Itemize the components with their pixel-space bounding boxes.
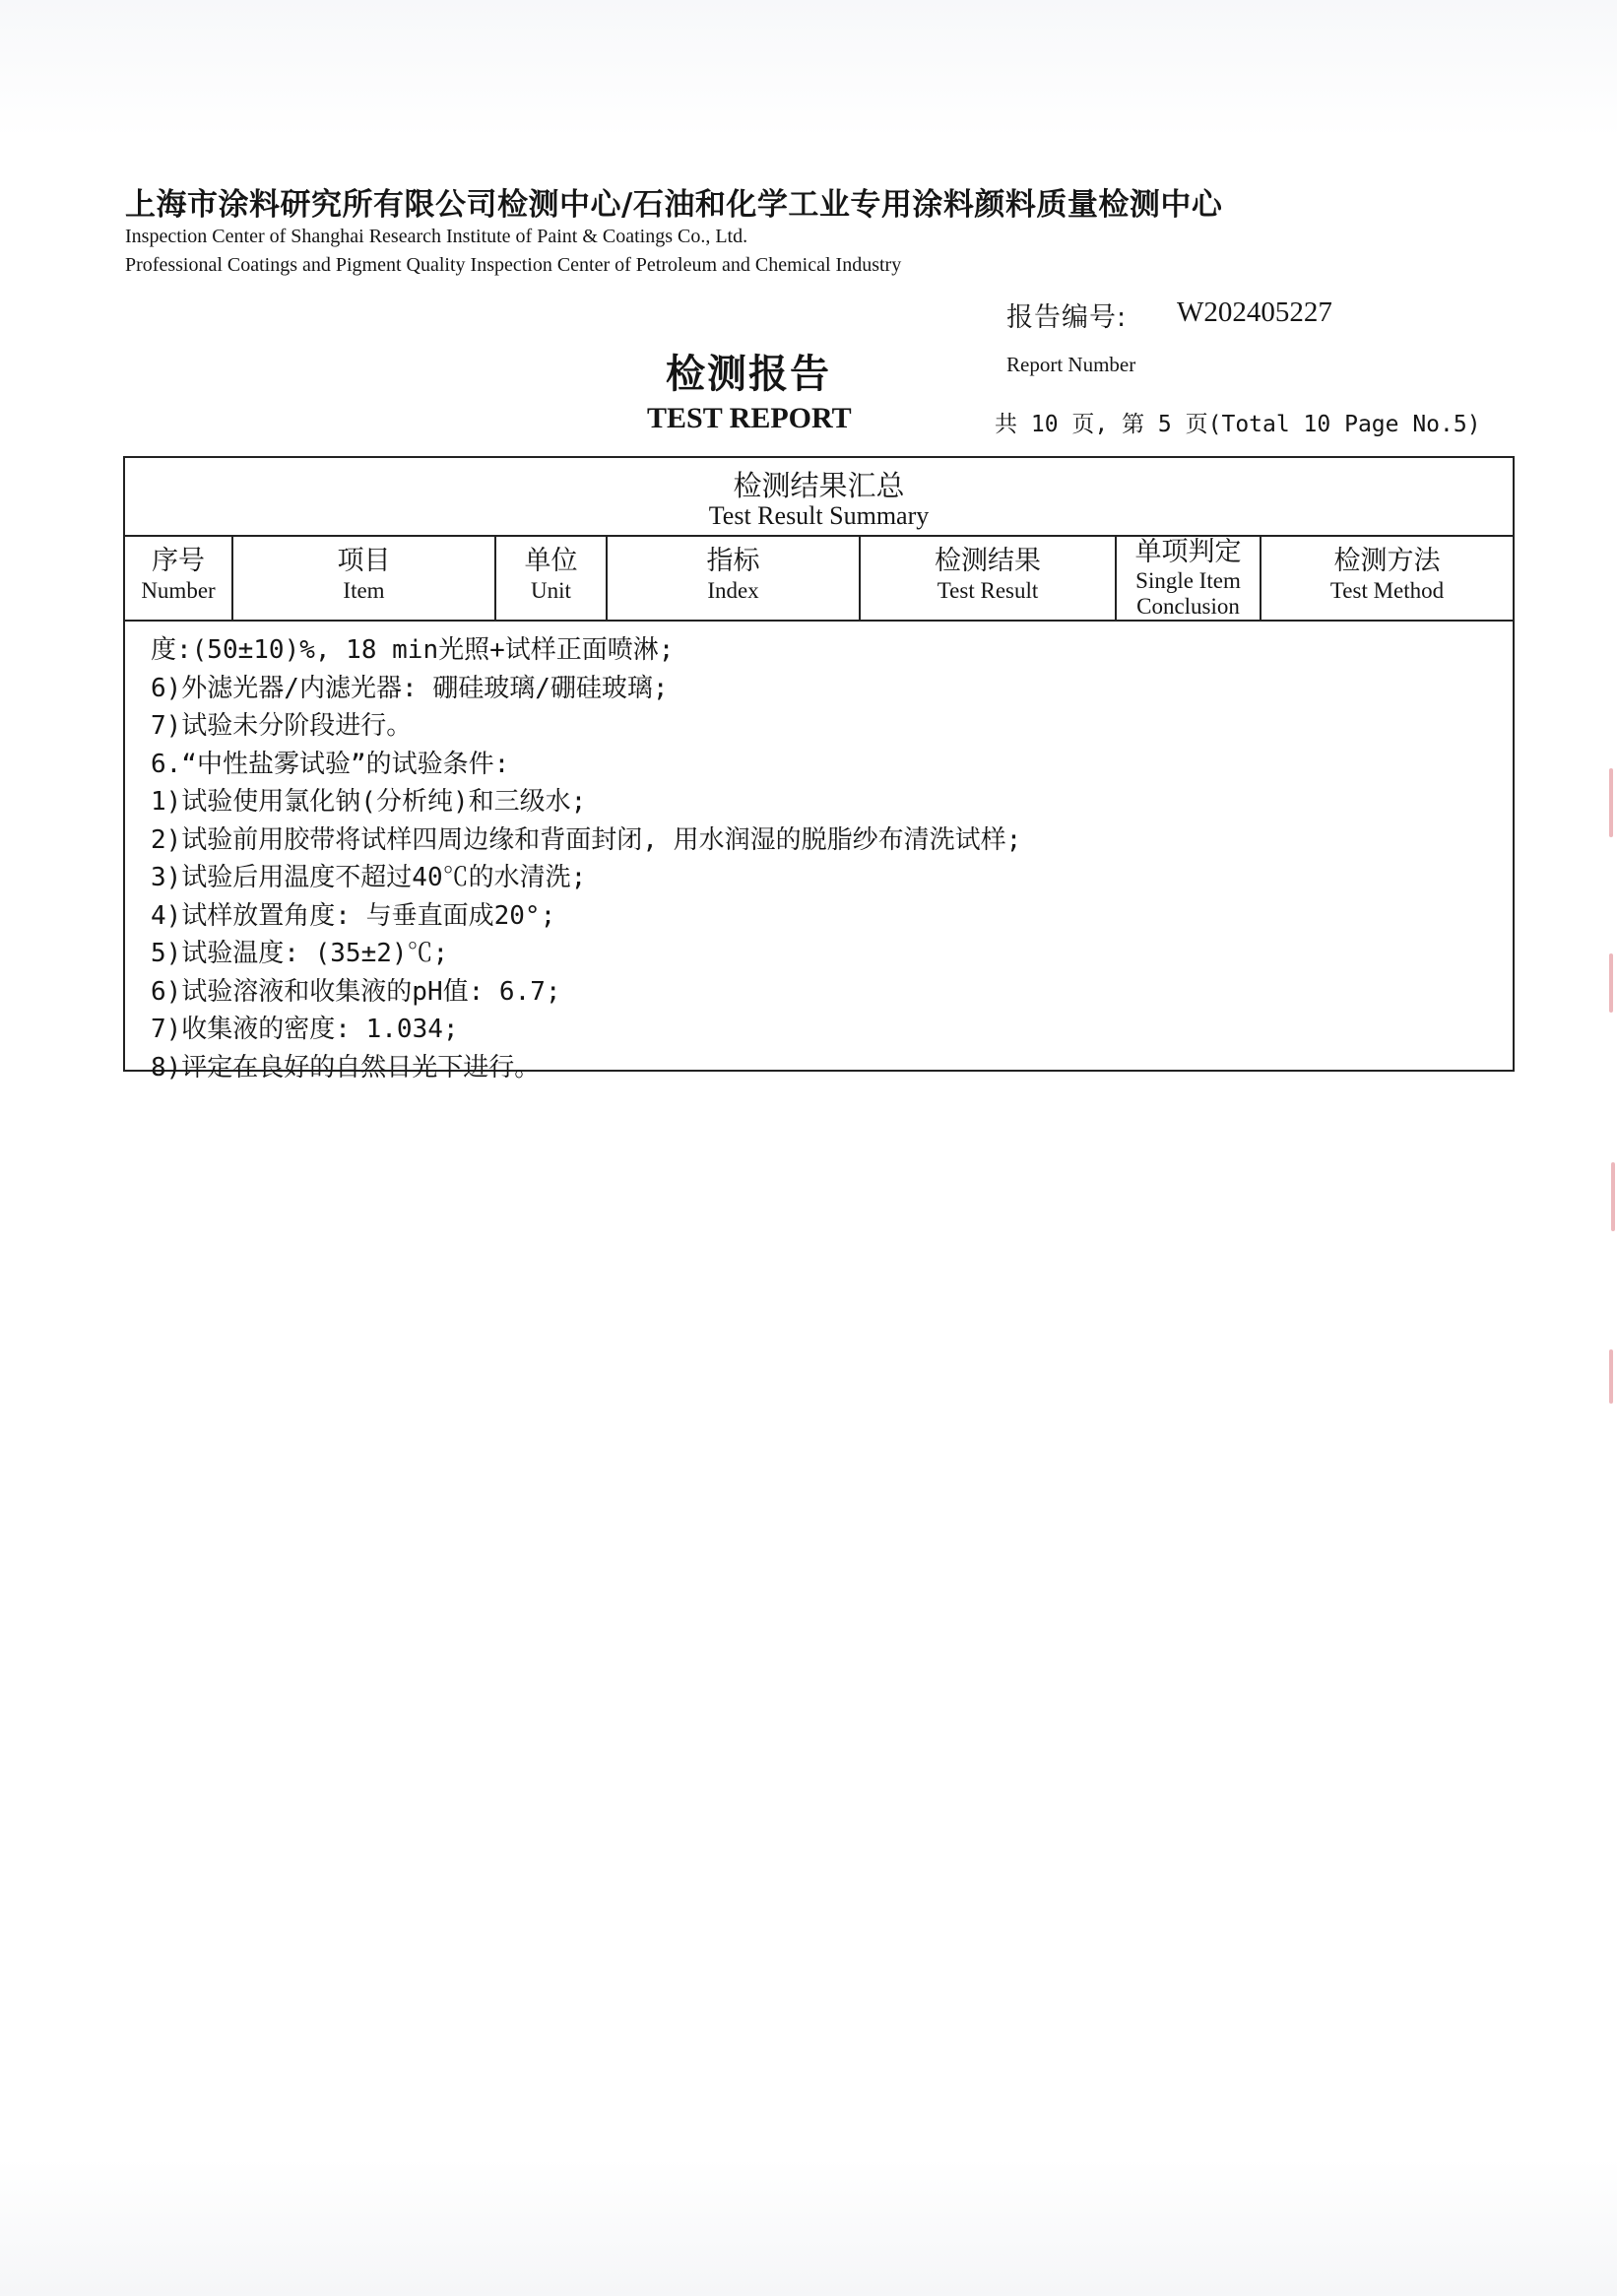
column-item-cn: 项目	[337, 546, 391, 576]
condition-line: 6)试验溶液和收集液的pH值: 6.7;	[151, 976, 561, 1007]
seam-stamp-mark	[1611, 1162, 1615, 1231]
column-header-row	[125, 535, 1513, 622]
report-number-label-cn: 报告编号:	[1006, 302, 1128, 333]
condition-line: 1)试验使用氯化钠(分析纯)和三级水;	[151, 787, 587, 817]
organization-name-en-1: Inspection Center of Shanghai Research Institute of Paint & Coatings Co., Ltd.	[125, 226, 748, 247]
condition-line: 4)试样放置角度: 与垂直面成20°;	[151, 900, 556, 931]
column-item-en: Item	[343, 578, 385, 603]
column-number-cn: 序号	[152, 546, 205, 576]
seam-stamp-mark	[1609, 1349, 1613, 1404]
column-test-result-cn: 检测结果	[935, 546, 1041, 576]
column-conclusion-en-2: Conclusion	[1136, 594, 1240, 619]
column-single-item-conclusion	[1117, 535, 1261, 620]
summary-table	[123, 456, 1515, 1082]
column-unit-en: Unit	[531, 578, 571, 603]
condition-line: 7)收集液的密度: 1.034;	[151, 1015, 459, 1044]
condition-line: 5)试验温度: (35±2)℃;	[151, 939, 449, 968]
condition-line: 8)评定在良好的自然日光下进行。	[151, 1052, 541, 1082]
column-unit	[496, 535, 608, 620]
column-number-en: Number	[141, 578, 216, 603]
condition-line: 度:(50±10)%, 18 min光照+试样正面喷淋;	[151, 635, 675, 665]
seam-stamp-mark	[1609, 953, 1613, 1013]
page-info: 共 10 页, 第 5 页(Total 10 Page No.5)	[995, 412, 1481, 437]
column-number	[125, 535, 233, 620]
condition-line: 2)试验前用胶带将试样四周边缘和背面封闭, 用水润湿的脱脂纱布清洗试样;	[151, 824, 1022, 855]
seam-stamp-mark	[1609, 768, 1613, 837]
summary-header	[125, 458, 1513, 537]
column-unit-cn: 单位	[524, 546, 578, 576]
organization-name-cn: 上海市涂料研究所有限公司检测中心/石油和化学工业专用涂料颜料质量检测中心	[125, 187, 1223, 223]
column-test-result-en: Test Result	[937, 578, 1039, 603]
column-conclusion-cn: 单项判定	[1134, 537, 1242, 567]
organization-name-en-2: Professional Coatings and Pigment Quality Inspection Center of Petroleum and Chemical Industry	[125, 254, 902, 276]
report-title-en: TEST REPORT	[647, 402, 852, 434]
column-test-result	[861, 535, 1117, 620]
column-index-en: Index	[707, 578, 759, 603]
report-number-label-en: Report Number	[1006, 353, 1136, 376]
condition-line: 6)外滤光器/内滤光器: 硼硅玻璃/硼硅玻璃;	[151, 673, 669, 703]
column-index-cn: 指标	[706, 546, 760, 576]
summary-title-cn: 检测结果汇总	[733, 469, 905, 502]
report-title-cn: 检测报告	[666, 352, 831, 397]
condition-line: 7)试验未分阶段进行。	[151, 711, 413, 741]
column-test-method-en: Test Method	[1329, 578, 1445, 603]
condition-line: 6.“中性盐雾试验”的试验条件:	[151, 749, 510, 779]
condition-line: 3)试验后用温度不超过40℃的水清洗;	[151, 863, 587, 892]
summary-title-en: Test Result Summary	[708, 501, 930, 530]
test-conditions-text	[151, 631, 1493, 1086]
column-test-method-cn: 检测方法	[1333, 546, 1441, 576]
column-conclusion-en-1: Single Item	[1135, 568, 1241, 593]
column-item	[233, 535, 496, 620]
column-index	[608, 535, 861, 620]
column-test-method	[1261, 535, 1513, 620]
report-number-value: W202405227	[1177, 296, 1332, 328]
